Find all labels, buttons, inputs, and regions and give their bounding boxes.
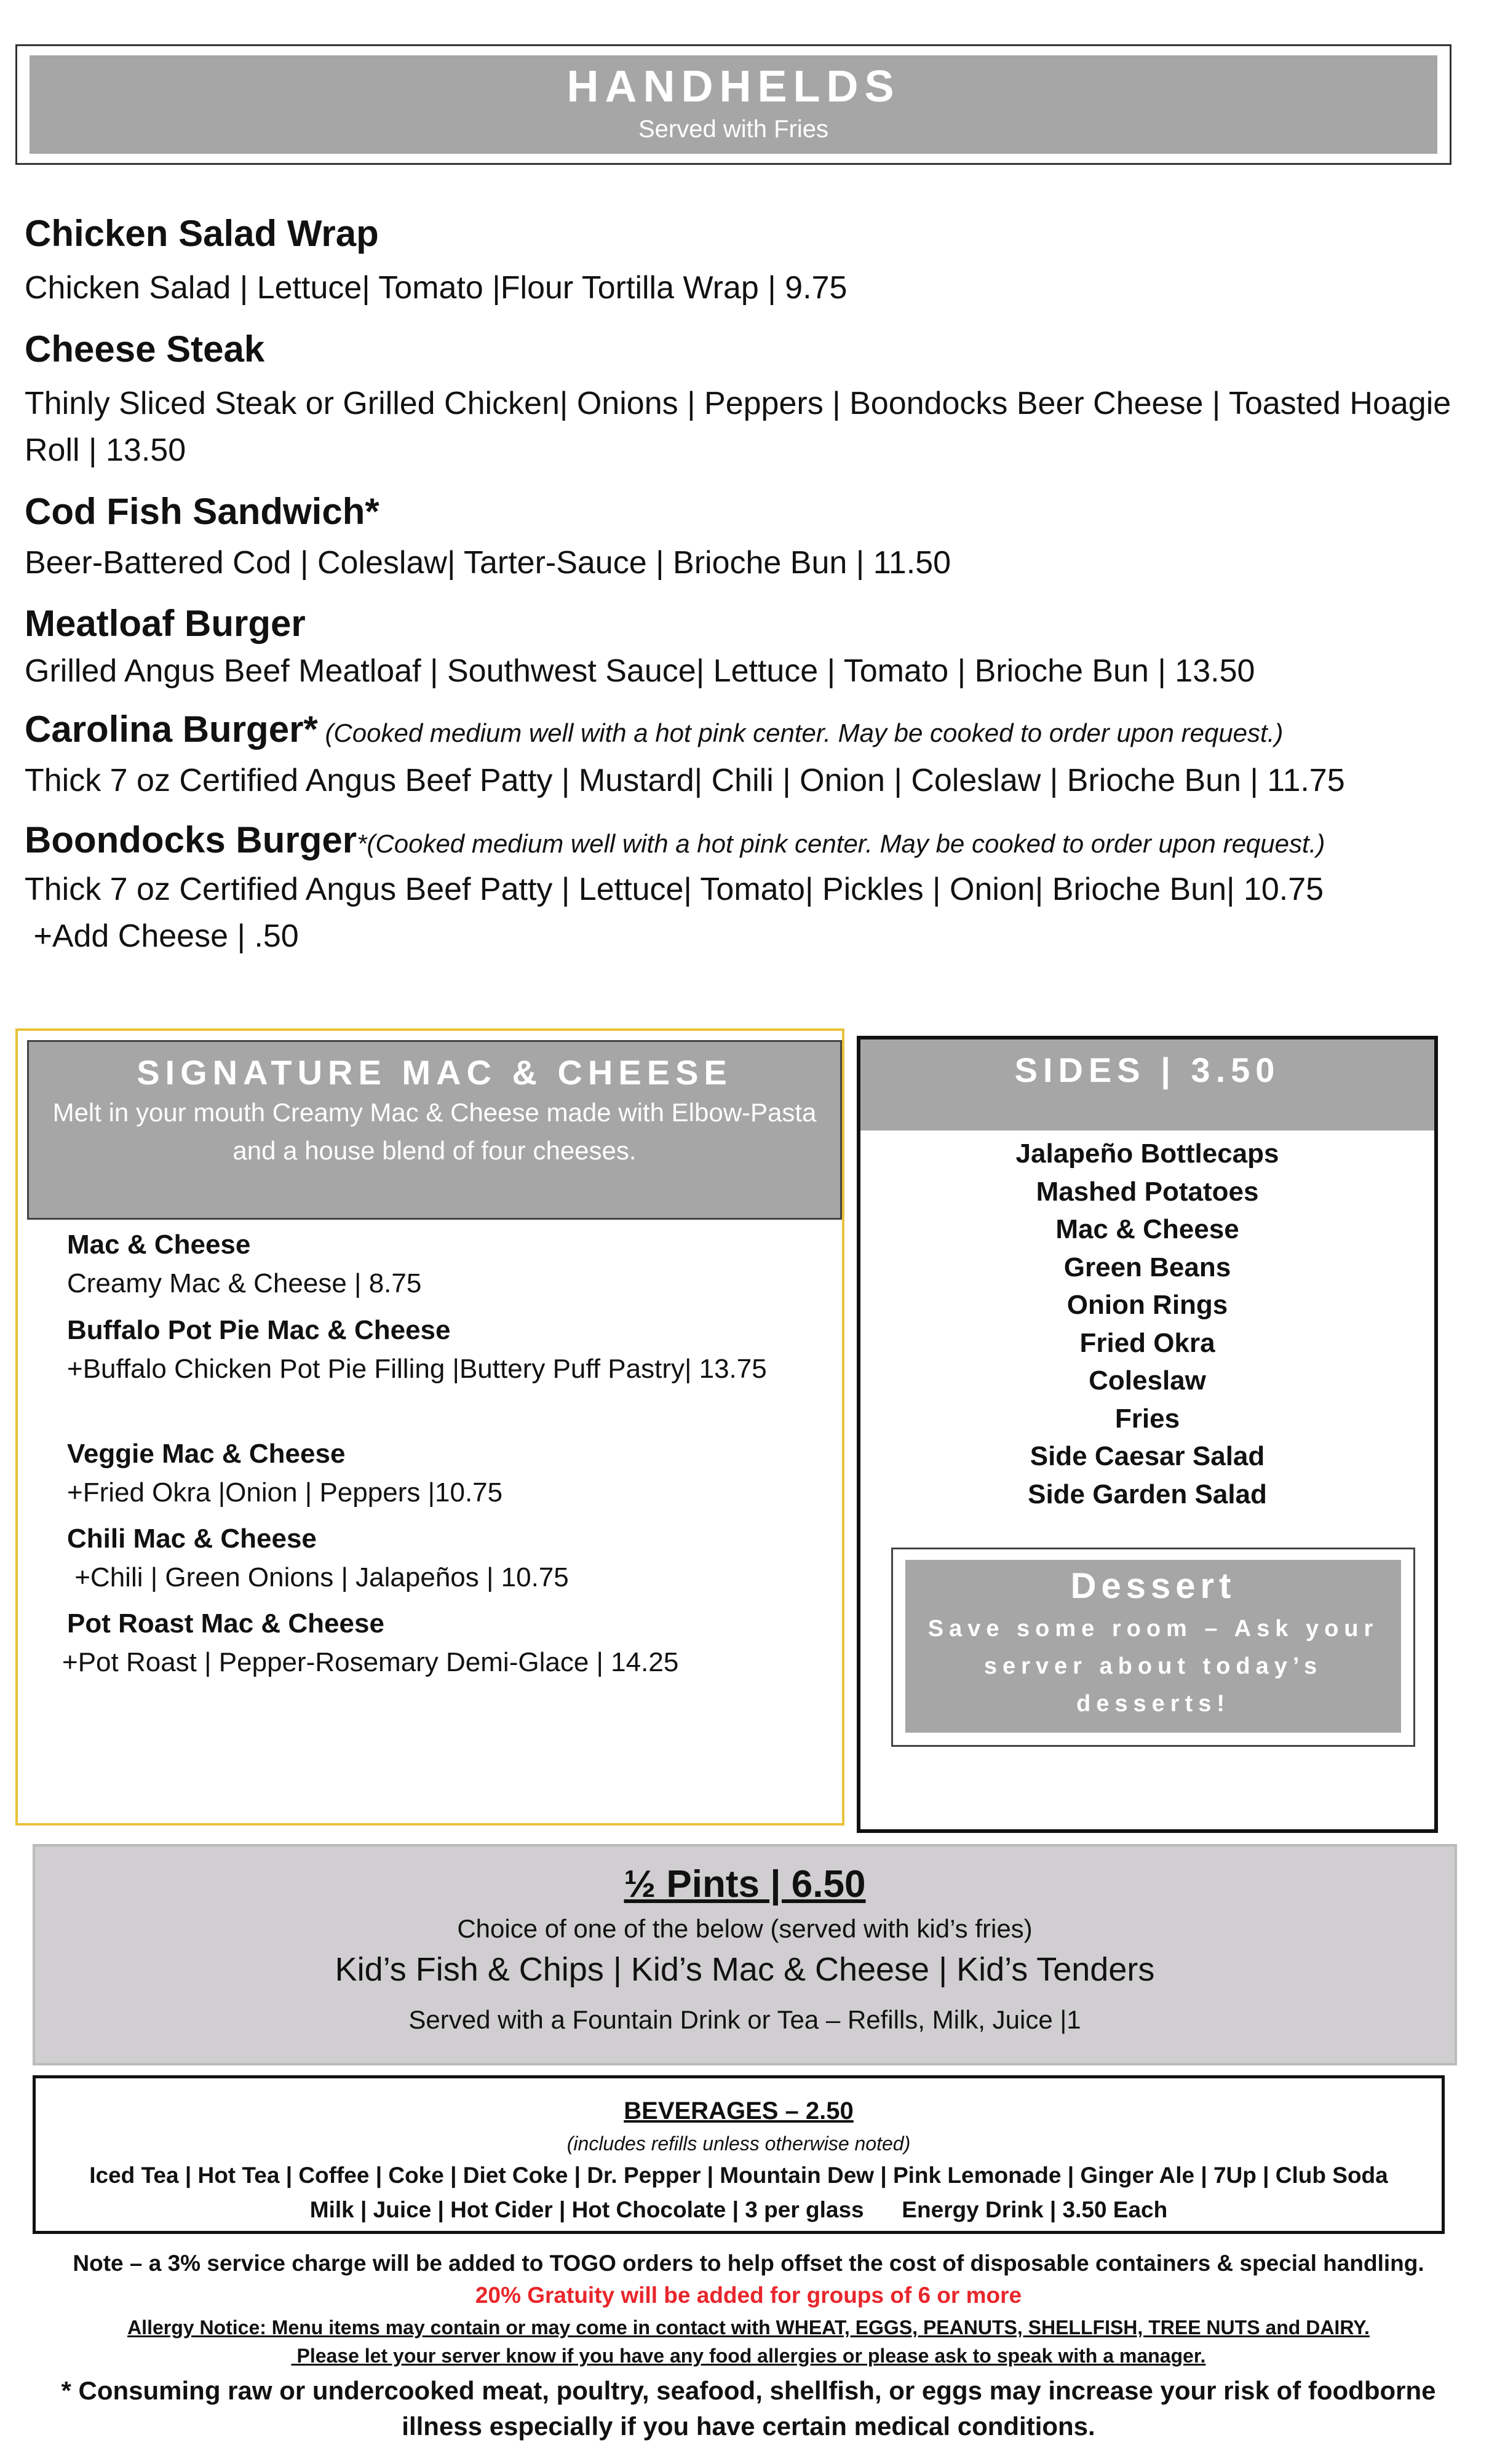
side-item: Jalapeño Bottlecaps bbox=[1015, 1139, 1279, 1169]
handheld-item-name: Cod Fish Sandwich* bbox=[25, 491, 379, 532]
gratuity-note: 20% Gratuity will be added for groups of 6 or more bbox=[475, 2283, 1022, 2308]
handheld-item-desc: Thick 7 oz Certified Angus Beef Patty | Lettuce| Tomato| Pickles | Onion| Brioche Bun| 10.75 bbox=[25, 872, 1324, 907]
handheld-item-desc: Thick 7 oz Certified Angus Beef Patty | Mustard| Chili | Onion | Coleslaw | Brioche Bun | 11.75 bbox=[25, 763, 1345, 798]
handheld-item-desc: Thinly Sliced Steak or Grilled Chicken| Onions | Peppers | Boondocks Beer Cheese | Toasted Hoagie Roll | 13.50 bbox=[25, 386, 1451, 468]
handheld-item-desc: Grilled Angus Beef Meatloaf | Southwest Sauce| Lettuce | Tomato | Brioche Bun | 13.50 bbox=[25, 653, 1255, 689]
mac-item-desc: +Chili | Green Onions | Jalapeños | 10.75 bbox=[67, 1562, 569, 1592]
side-item: Coleslaw bbox=[1089, 1365, 1206, 1396]
kids-title bbox=[35, 1861, 1455, 1908]
dessert-panel bbox=[891, 1548, 1415, 1747]
kids-choice: Choice of one of the below (served with kid’s fries) bbox=[457, 1914, 1033, 1943]
handhelds-banner-fill bbox=[30, 55, 1437, 154]
handheld-item-note: (Cooked medium well with a hot pink center. May be cooked to order upon request.) bbox=[317, 718, 1284, 747]
mac-cheese-title: SIGNATURE MAC & CHEESE bbox=[137, 1053, 733, 1092]
handheld-item-desc: Chicken Salad | Lettuce| Tomato |Flour Tortilla Wrap | 9.75 bbox=[25, 270, 848, 306]
handheld-item-name bbox=[25, 707, 1283, 755]
togo-note: Note – a 3% service charge will be added to TOGO orders to help offset the cost of disposable containers & special handling. bbox=[73, 2251, 1424, 2276]
sides-list bbox=[860, 1135, 1434, 1513]
beverages-line: Iced Tea | Hot Tea | Coffee | Coke | Diet Coke | Dr. Pepper | Mountain Dew | Pink Lemonade | Ginger Ale | 7Up | Club Soda bbox=[89, 2163, 1388, 2188]
handheld-item-addon: +Add Cheese | .50 bbox=[25, 918, 299, 954]
handheld-item-title: Carolina Burger* bbox=[25, 709, 318, 750]
mac-item-desc: Creamy Mac & Cheese | 8.75 bbox=[67, 1268, 422, 1298]
mac-cheese-header bbox=[27, 1040, 842, 1220]
handheld-item-name: Meatloaf Burger bbox=[25, 603, 306, 644]
side-item: Fried Okra bbox=[1079, 1327, 1215, 1358]
beverages-note: (includes refills unless otherwise noted) bbox=[566, 2132, 911, 2155]
handheld-item-name bbox=[25, 818, 1325, 866]
mac-cheese-subtitle: Melt in your mouth Creamy Mac & Cheese made with Elbow-Pasta and a house blend of four cheeses. bbox=[52, 1098, 817, 1165]
allergy-notice-2: Please let your server know if you have any food allergies or please ask to speak with a manager. bbox=[291, 2345, 1206, 2367]
handhelds-subtitle: Served with Fries bbox=[638, 116, 828, 143]
sides-title: SIDES | 3.50 bbox=[860, 1039, 1434, 1131]
dessert-text: Save some room – Ask your server about today’s desserts! bbox=[927, 1616, 1379, 1717]
kids-served: Served with a Fountain Drink or Tea – Refills, Milk, Juice |1 bbox=[408, 2005, 1081, 2034]
allergy-notice: Allergy Notice: Menu items may contain or may come in contact with WHEAT, EGGS, PEANUTS, SHELLFISH, TREE NUTS and DAIRY. bbox=[127, 2316, 1370, 2339]
mac-item-name: Mac & Cheese bbox=[67, 1230, 251, 1260]
dessert-panel-fill bbox=[905, 1560, 1401, 1733]
mac-item-name: Veggie Mac & Cheese bbox=[67, 1439, 346, 1469]
handheld-item-title: Boondocks Burger bbox=[25, 819, 357, 860]
dessert-title: Dessert bbox=[1070, 1566, 1236, 1606]
handheld-item-desc: Beer-Battered Cod | Coleslaw| Tarter-Sauce | Brioche Bun | 11.50 bbox=[25, 545, 951, 581]
side-item: Side Caesar Salad bbox=[1030, 1441, 1265, 1471]
mac-item-name: Buffalo Pot Pie Mac & Cheese bbox=[67, 1315, 451, 1345]
handhelds-banner bbox=[15, 44, 1451, 165]
mac-item-desc: +Buffalo Chicken Pot Pie Filling |Buttery Puff Pastry| 13.75 bbox=[67, 1354, 767, 1384]
side-item: Green Beans bbox=[1063, 1252, 1231, 1282]
handhelds-title: HANDHELDS bbox=[566, 62, 900, 111]
handheld-item-name: Chicken Salad Wrap bbox=[25, 213, 379, 254]
mac-item-name: Pot Roast Mac & Cheese bbox=[67, 1608, 384, 1639]
handheld-item-name: Cheese Steak bbox=[25, 328, 265, 370]
consumer-advisory: * Consuming raw or undercooked meat, poultry, seafood, shellfish, or eggs may increase your risk of foodborne bbox=[61, 2376, 1436, 2405]
kids-section bbox=[33, 1844, 1457, 2065]
mac-item-desc: +Pot Roast | Pepper-Rosemary Demi-Glace | 14.25 bbox=[62, 1647, 679, 1677]
mac-item-name: Chili Mac & Cheese bbox=[67, 1524, 317, 1554]
kids-title-text: ½ Pints | 6.50 bbox=[624, 1863, 866, 1906]
consumer-advisory-2: illness especially if you have certain medical conditions. bbox=[402, 2412, 1095, 2441]
side-item: Mac & Cheese bbox=[1055, 1214, 1239, 1244]
sides-section bbox=[857, 1036, 1438, 1833]
handheld-item-note: *(Cooked medium well with a hot pink center. May be cooked to order upon request.) bbox=[357, 829, 1325, 858]
kids-items: Kid’s Fish & Chips | Kid’s Mac & Cheese | Kid’s Tenders bbox=[335, 1951, 1155, 1988]
side-item: Onion Rings bbox=[1066, 1290, 1228, 1320]
side-item: Fries bbox=[1114, 1403, 1180, 1434]
side-item: Mashed Potatoes bbox=[1036, 1176, 1259, 1207]
mac-item-desc: +Fried Okra |Onion | Peppers |10.75 bbox=[67, 1477, 503, 1508]
mac-cheese-section bbox=[15, 1028, 844, 1826]
side-item: Side Garden Salad bbox=[1028, 1479, 1267, 1509]
beverages-line: Milk | Juice | Hot Cider | Hot Chocolate | 3 per glass Energy Drink | 3.50 Each bbox=[309, 2197, 1168, 2222]
beverages-title: BEVERAGES – 2.50 bbox=[624, 2097, 854, 2124]
beverages-section bbox=[33, 2075, 1445, 2234]
